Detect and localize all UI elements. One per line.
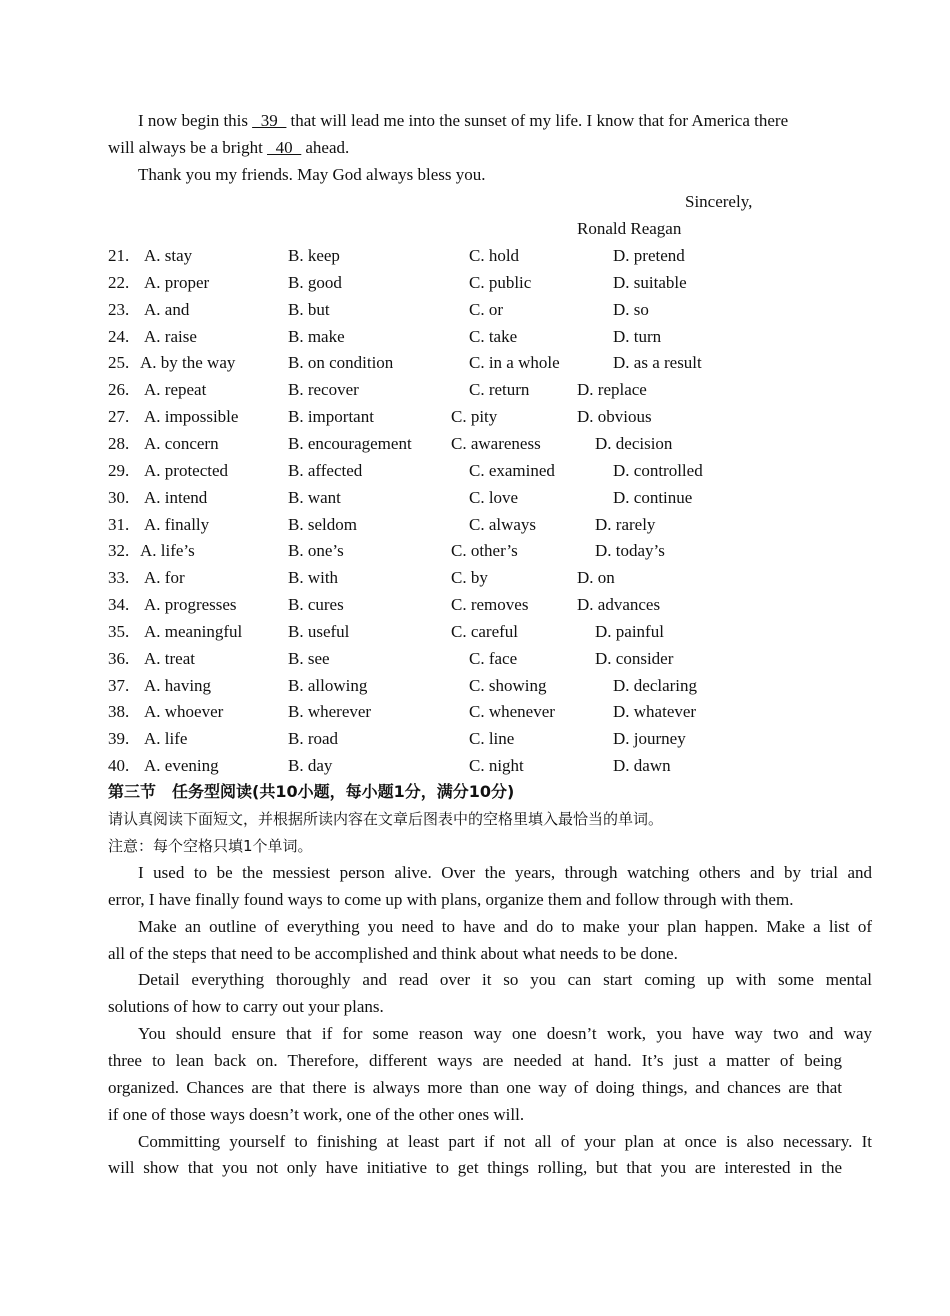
- question-number: 32.: [108, 541, 130, 561]
- option-a: A. stay: [144, 246, 193, 265]
- text-fragment: will always be a bright: [108, 138, 268, 157]
- blank-39: _39_: [252, 111, 287, 130]
- question-number: 28.: [108, 433, 130, 453]
- option-a: A. life: [144, 729, 188, 749]
- passage-line: Detail everything thoroughly and read over it so you can start coming up with some mental: [138, 970, 872, 990]
- option-a: A. repeat: [144, 380, 207, 400]
- passage-line: Committing yourself to finishing at least part if not all of your plan at once is also necessary. It: [138, 1131, 872, 1151]
- option-c: C. or: [469, 299, 503, 319]
- option-b: B. cures: [288, 595, 344, 615]
- text-fragment: that will lead me into the sunset of my life. I know that for America there: [286, 111, 789, 130]
- option-b: B. road: [288, 729, 339, 749]
- option-c: C. whenever: [469, 702, 555, 722]
- option-a: A. having: [144, 675, 212, 695]
- option-b: B. important: [288, 407, 374, 427]
- option-d: D. so: [613, 299, 649, 319]
- option-c: C. showing: [469, 675, 547, 695]
- option-d: D. replace: [577, 380, 647, 400]
- section-instruction: 请认真阅读下面短文，并根据所读内容在文章后图表中的空格里填入最恰当的单词。: [108, 810, 664, 828]
- question-number: 31.: [108, 514, 130, 534]
- question-number: 23.: [108, 299, 130, 319]
- option-a: A. finally: [144, 514, 210, 534]
- option-c: C. night: [469, 756, 524, 776]
- option-c: C. pity: [451, 407, 498, 427]
- option-a: A. protected: [144, 460, 229, 480]
- question-number: 29.: [108, 460, 130, 480]
- option-b: B. see: [288, 648, 330, 668]
- question-number: 22.: [108, 272, 130, 292]
- question-number: 26.: [108, 380, 130, 400]
- question-number: 38.: [108, 702, 130, 722]
- option-a: A. intend: [144, 487, 208, 507]
- option-d: D. obvious: [577, 407, 652, 427]
- question-number: 27.: [108, 407, 130, 427]
- section-heading: 第三节 任务型阅读(共10小题，每小题1分，满分10分): [108, 782, 515, 801]
- question-number: 33.: [108, 568, 130, 588]
- option-d: D. continue: [613, 487, 693, 507]
- question-number: 36.: [108, 648, 130, 668]
- option-d: D. pretend: [613, 246, 685, 265]
- option-d: D. consider: [595, 648, 674, 668]
- letter-thanks: Thank you my friends. May God always bless you.: [138, 165, 486, 184]
- option-d: D. rarely: [595, 514, 656, 534]
- option-d: D. declaring: [613, 675, 698, 695]
- question-number: 21.: [108, 246, 130, 265]
- letter-paragraph-line: [108, 108, 872, 135]
- letter-signature: Ronald Reagan: [577, 219, 682, 238]
- option-b: B. day: [288, 756, 333, 776]
- option-a: A. for: [144, 568, 185, 588]
- option-a: A. life’s: [140, 541, 195, 561]
- passage-line: I used to be the messiest person alive. Over the years, through watching others and by trial and: [138, 863, 872, 882]
- option-b: B. recover: [288, 380, 359, 400]
- option-c: C. return: [469, 380, 530, 400]
- option-d: D. whatever: [613, 702, 697, 722]
- option-c: C. other’s: [451, 541, 518, 561]
- option-a: A. progresses: [144, 595, 237, 615]
- option-d: D. today’s: [595, 541, 665, 561]
- question-number: 24.: [108, 326, 130, 346]
- question-number: 25.: [108, 353, 130, 373]
- option-b: B. affected: [288, 460, 363, 480]
- option-a: A. meaningful: [144, 621, 243, 641]
- option-b: B. with: [288, 568, 339, 588]
- option-d: D. dawn: [613, 756, 671, 776]
- passage-line: Make an outline of everything you need to have and do to make your plan happen. Make a list of: [138, 916, 872, 936]
- option-d: D. on: [577, 568, 615, 588]
- question-number: 39.: [108, 729, 130, 749]
- option-c: C. awareness: [451, 433, 541, 453]
- passage-line: if one of those ways doesn’t work, one of the other ones will.: [108, 1104, 525, 1124]
- option-c: C. examined: [469, 460, 555, 480]
- question-number: 34.: [108, 595, 130, 615]
- passage-line: You should ensure that if for some reason way one doesn’t work, you have way two and way: [138, 1024, 872, 1044]
- option-c: C. line: [469, 729, 515, 749]
- section-note: 注意：每个空格只填1个单词。: [108, 837, 313, 855]
- passage-line: three to lean back on. Therefore, different ways are needed at hand. It’s just a matter of being: [108, 1050, 842, 1070]
- option-b: B. wherever: [288, 702, 372, 722]
- option-d: D. journey: [613, 729, 686, 749]
- option-b: B. make: [288, 326, 345, 346]
- option-b: B. allowing: [288, 675, 368, 695]
- question-number: 35.: [108, 621, 130, 641]
- question-number: 37.: [108, 675, 130, 695]
- text-fragment: I now begin this: [138, 111, 253, 130]
- option-d: D. as a result: [613, 353, 702, 373]
- passage-line: will show that you not only have initiative to get things rolling, but that you are interested in the: [108, 1158, 842, 1178]
- option-c: C. careful: [451, 621, 519, 641]
- passage-line: all of the steps that need to be accomplished and think about what needs to be done.: [108, 943, 678, 963]
- option-a: A. and: [144, 299, 190, 319]
- text-fragment: ahead.: [301, 138, 350, 157]
- option-d: D. controlled: [613, 460, 703, 480]
- passage-line: solutions of how to carry out your plans.: [108, 997, 384, 1017]
- option-a: A. raise: [144, 326, 197, 346]
- option-c: C. removes: [451, 595, 529, 615]
- option-d: D. suitable: [613, 272, 687, 292]
- option-c: C. public: [469, 272, 532, 292]
- option-b: B. useful: [288, 621, 350, 641]
- question-number: 40.: [108, 756, 130, 776]
- option-c: C. face: [469, 648, 518, 668]
- option-a: A. evening: [144, 756, 219, 776]
- passage-line: organized. Chances are that there is always more than one way of doing things, and chances are that: [108, 1077, 842, 1097]
- option-b: B. seldom: [288, 514, 357, 534]
- option-a: A. whoever: [144, 702, 224, 722]
- option-a: A. proper: [144, 272, 210, 292]
- option-b: B. but: [288, 299, 330, 319]
- letter-paragraph-line: [108, 135, 842, 162]
- option-b: B. good: [288, 272, 342, 292]
- option-c: C. by: [451, 568, 488, 588]
- option-c: C. hold: [469, 246, 520, 265]
- option-c: C. take: [469, 326, 518, 346]
- option-a: A. by the way: [140, 353, 236, 373]
- option-d: D. decision: [595, 433, 673, 453]
- option-c: C. in a whole: [469, 353, 560, 373]
- passage-line: error, I have finally found ways to come up with plans, organize them and follow through with them.: [108, 889, 794, 909]
- option-c: C. love: [469, 487, 519, 507]
- option-a: A. treat: [144, 648, 195, 668]
- option-b: B. on condition: [288, 353, 394, 373]
- option-b: B. keep: [288, 246, 340, 265]
- letter-closing: Sincerely,: [685, 192, 753, 211]
- option-b: B. want: [288, 487, 341, 507]
- option-b: B. one’s: [288, 541, 344, 561]
- question-number: 30.: [108, 487, 130, 507]
- option-c: C. always: [469, 514, 537, 534]
- option-a: A. impossible: [144, 407, 239, 427]
- option-b: B. encouragement: [288, 433, 412, 453]
- option-d: D. painful: [595, 621, 664, 641]
- blank-40: _40_: [267, 138, 302, 157]
- option-d: D. turn: [613, 326, 662, 346]
- option-d: D. advances: [577, 595, 661, 615]
- option-a: A. concern: [144, 433, 219, 453]
